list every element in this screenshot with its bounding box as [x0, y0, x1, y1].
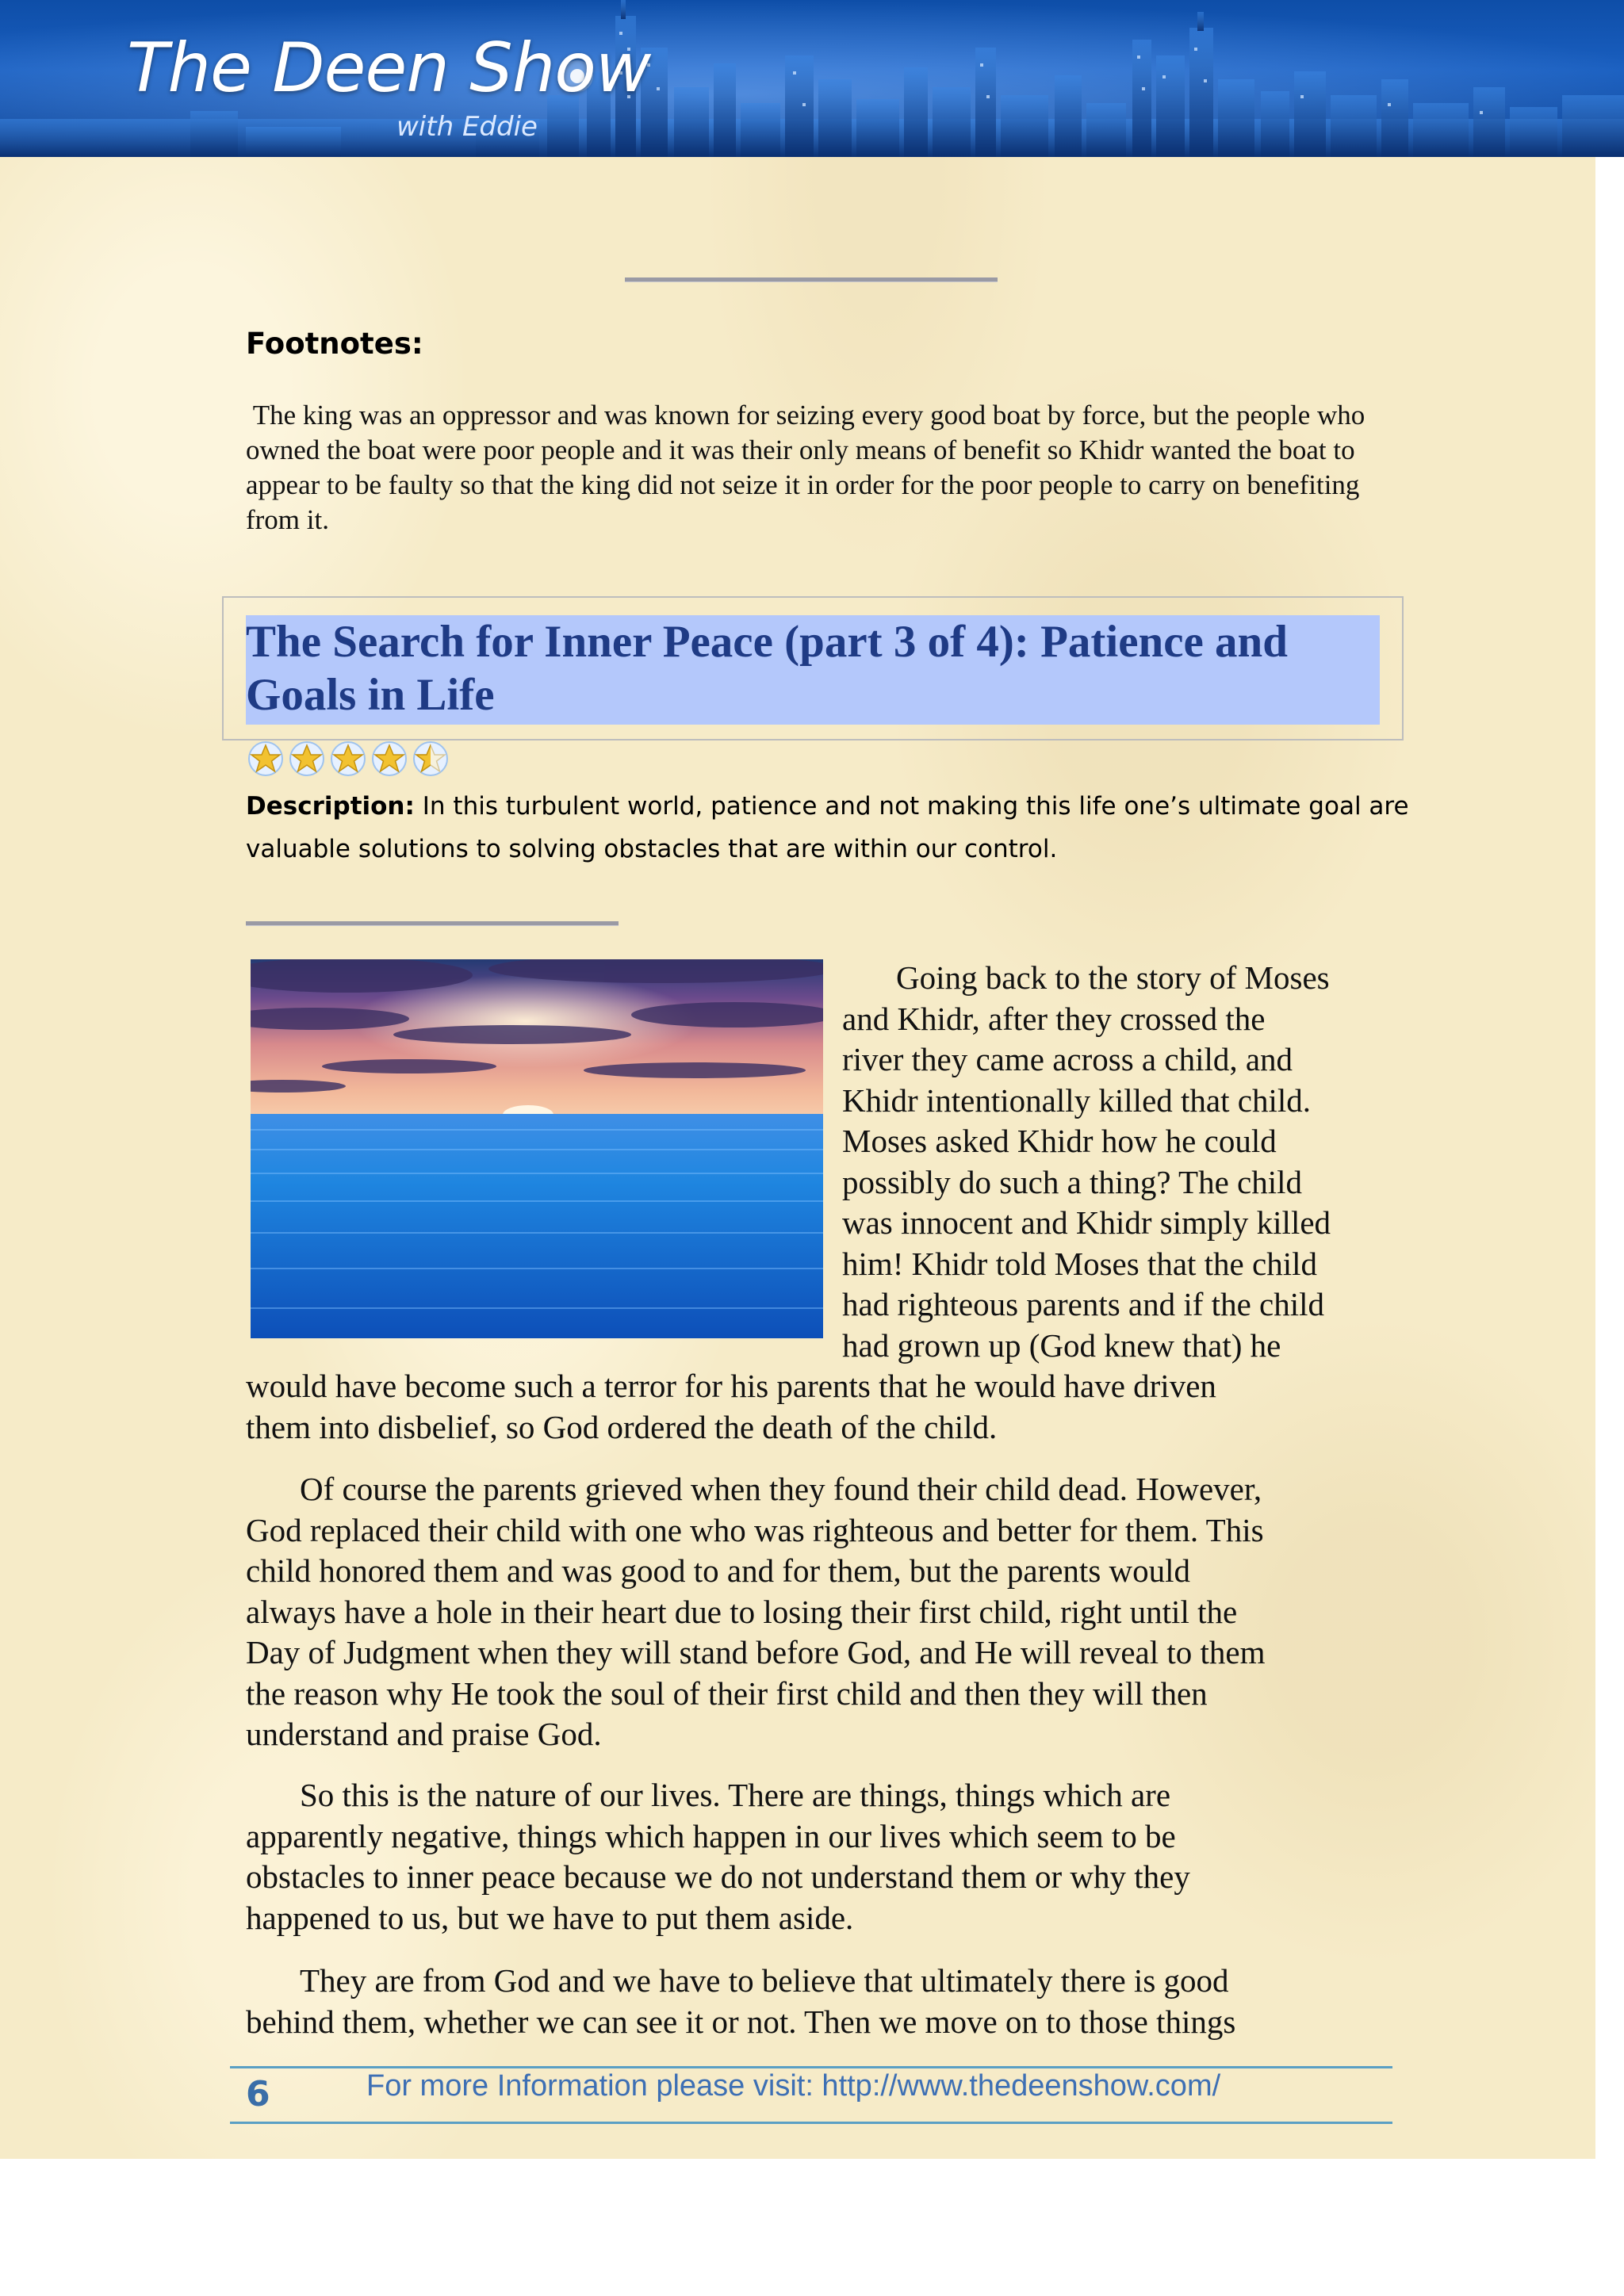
show-logo-subtitle: with Eddie [396, 111, 538, 143]
star-icon [371, 740, 408, 777]
text-line: him! Khidr told Moses that the child [842, 1245, 1317, 1282]
sunset-ocean-photo [251, 959, 823, 1338]
paragraph-1-beside-image [842, 958, 1397, 1366]
paragraph-3 [246, 1775, 1396, 1938]
website-link-text[interactable]: For more Information please visit: http://www.thedeenshow.com/ [366, 2069, 1221, 2103]
text-line: Of course the parents grieved when they found their child dead. However, [300, 1471, 1262, 1507]
text-line: and Khidr, after they crossed the [842, 1000, 1266, 1037]
text-line: So this is the nature of our lives. There are things, things which are [300, 1777, 1171, 1813]
text-line: understand and praise God. [246, 1716, 602, 1752]
footer-bottom-rule [230, 2122, 1392, 2124]
top-separator [625, 277, 998, 282]
paragraph-2 [246, 1469, 1396, 1755]
text-line: had righteous parents and if the child [842, 1286, 1324, 1322]
page-number: 6 [246, 2074, 270, 2114]
show-logo-title: The Deen Show [127, 29, 651, 108]
text-line: them into disbelief, so God ordered the death of the child. [246, 1408, 998, 1445]
star-icon [247, 740, 284, 777]
text-line: Going back to the story of Moses [896, 959, 1330, 996]
paragraph-4 [246, 1961, 1396, 2042]
text-line: possibly do such a thing? The child [842, 1163, 1303, 1200]
text-line: Khidr intentionally killed that child. [842, 1081, 1311, 1119]
text-line: Moses asked Khidr how he could [842, 1123, 1277, 1159]
article-title: The Search for Inner Peace (part 3 of 4): Patience and Goals in Life [246, 617, 1288, 720]
star-icon [289, 740, 325, 777]
footnotes-heading: Footnotes: [246, 327, 423, 361]
description-text: In this turbulent world, patience and not making this life one’s ultimate goal are valuable solutions to solving obstacles that are within our control. [246, 792, 1409, 863]
text-line: had grown up (God knew that) he [842, 1326, 1281, 1364]
footnote-text: The king was an oppressor and was known for seizing every good boat by force, but the people who owned the boat were poor people and it was their only means of benefit so Khidr wanted the boat to appear to be faulty so that the king did not seize it in order for the poor people to carry on benefiting from it. [246, 400, 1365, 535]
text-line: was innocent and Khidr simply killed [842, 1204, 1331, 1241]
text-line: They are from God and we have to believe that ultimately there is good [300, 1962, 1229, 1999]
text-line: the reason why He took the soul of their first child and then they will then [246, 1674, 1208, 1712]
rating-stars [247, 740, 449, 782]
text-line: happened to us, but we have to put them aside. [246, 1899, 854, 1936]
header-banner [0, 0, 1624, 157]
text-line: child honored them and was good to and for them, but the parents would [246, 1552, 1191, 1589]
footer-top-rule [230, 2066, 1392, 2068]
star-icon [330, 740, 366, 777]
text-line: apparently negative, things which happen in our lives which seem to be [246, 1817, 1176, 1854]
text-line: behind them, whether we can see it or not. Then we move on to those things [246, 2003, 1236, 2040]
text-line: river they came across a child, and [842, 1041, 1293, 1077]
text-line: God replaced their child with one who was righteous and better for them. This [246, 1511, 1264, 1548]
text-line: always have a hole in their heart due to losing their first child, right until the [246, 1593, 1238, 1630]
text-line: Day of Judgment when they will stand before God, and He will reveal to them [246, 1634, 1266, 1670]
article-description [246, 785, 1411, 871]
description-label: Description: [246, 792, 415, 821]
section-separator [246, 921, 619, 926]
text-line: would have become such a terror for his parents that he would have driven [246, 1368, 1216, 1404]
paragraph-1-continued [246, 1366, 1396, 1448]
half-star-icon [412, 740, 449, 777]
text-line: obstacles to inner peace because we do not understand them or why they [246, 1858, 1190, 1895]
